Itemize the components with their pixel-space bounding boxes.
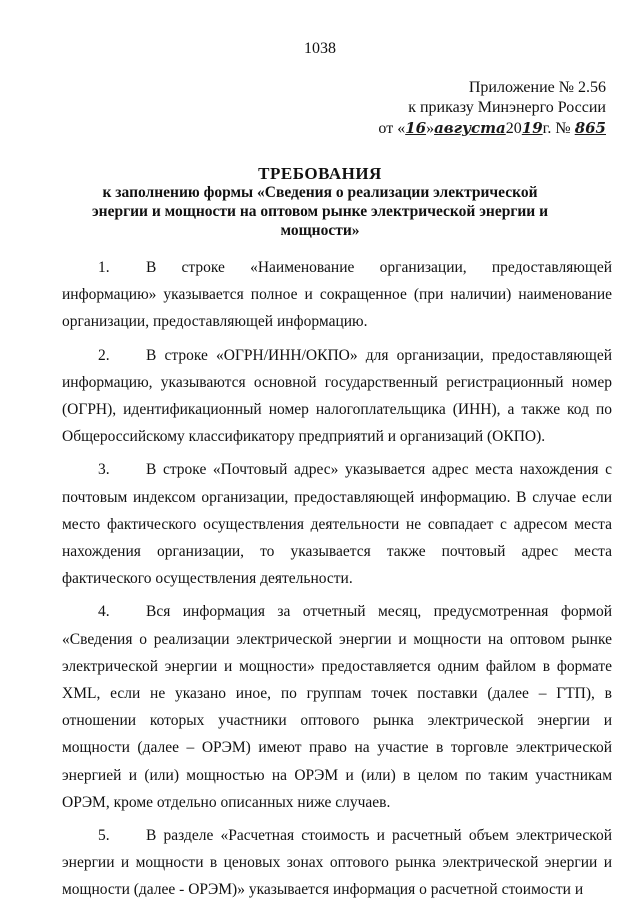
year-prefix: 20 [505,120,522,137]
paragraph-3 [62,456,612,592]
appendix-order-reference: к приказу Минэнерго России [408,99,606,116]
paragraph-number: 2. [98,346,110,364]
paragraph-5 [62,822,612,904]
paragraph-number: 5. [98,827,110,845]
page-number: 1038 [304,40,336,57]
paragraph-text: Вся информация за отчетный месяц, предусмотренная формой «Сведения о реализации электрической энергии и мощности на оптовом рынке электрической энергии и мощности» предоставляется одним файлом в формате XML, если не указано иное, по группам точек поставки (далее – ГТП), в отношении которых участники оптового рынка электрической энергии и мощности (далее – ОРЭМ) имеют право на участие в торговле электрической энергией и (или) мощностью на ОРЭМ и (или) в целом по таким участникам ОРЭМ, кроме отдельно описанных ниже случаев. [62,603,612,811]
paragraph-text: В разделе «Расчетная стоимость и расчетный объем электрической энергии и мощности в ценовых зонах оптового рынка электрической энергии и мощности (далее - ОРЭМ)» указывается информация о расчетной стоимости и [62,827,612,899]
handwritten-order-number: 865 [574,119,606,137]
year-end: г. № [542,120,571,137]
date-prefix: от « [378,120,406,137]
date-mid: » [426,120,435,137]
document-body [62,254,612,910]
handwritten-day: 16 [405,119,427,137]
appendix-block [378,78,606,139]
paragraph-2 [62,342,612,451]
paragraph-1 [62,254,612,336]
appendix-title: Приложение № 2.56 [468,79,606,96]
paragraph-text: В строке «Наименование организации, предоставляющей информацию» указывается полное и сокращенное (при наличии) наименование организации, предоставляющей информацию. [62,259,612,331]
paragraph-text: В строке «ОГРН/ИНН/ОКПО» для организации, предоставляющей информацию, указываются основной государственный регистрационный номер (ОГРН), идентификационный номер налогоплательщика (ИНН), а также код по Общероссийскому классификатору предприятий и организаций (ОКПО). [62,346,612,446]
paragraph-number: 4. [98,603,110,621]
document-title: ТРЕБОВАНИЯ [258,164,382,183]
paragraph-4 [62,598,612,816]
appendix-date-line [378,118,606,139]
paragraph-number: 1. [98,259,110,276]
paragraph-text: В строке «Почтовый адрес» указывается адрес места нахождения с почтовым индексом организации, предоставляющей информацию. В случае если место фактического осуществления деятельности не совпадает с адресом места нахождения организации, то указывается также почтовый адрес места фактического осуществления деятельности. [62,461,612,588]
paragraph-number: 3. [98,461,110,479]
handwritten-month: августа [434,119,506,137]
document-subtitle: к заполнению формы «Сведения о реализации электрической энергии и мощности на оптовом рынке электрической энергии и мощности» [91,184,549,239]
handwritten-year: 19 [521,119,543,137]
